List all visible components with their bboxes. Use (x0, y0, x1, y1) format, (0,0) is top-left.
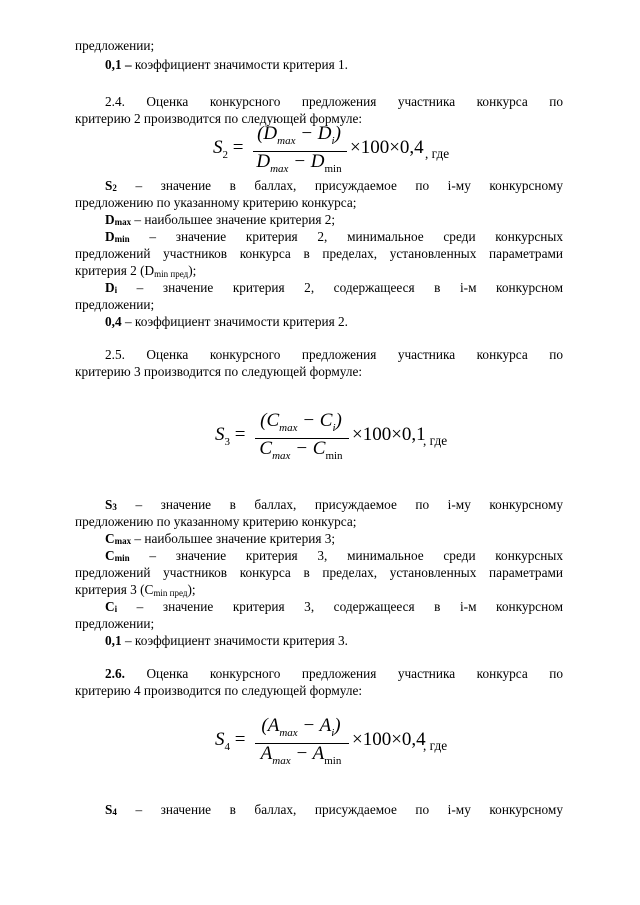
definition-ci: Ci – значение критерия 3, содержащееся в i-м конкурсном (105, 599, 563, 614)
text-line: критерия 2 (Dmin пред); (75, 263, 197, 279)
definition-cmin: Cmin – значение критерия 3, минимальное среди конкурсных (105, 548, 563, 563)
text-line: критерию 2 производится по следующей формуле: (75, 111, 363, 126)
definition-di: Di – значение критерия 2, содержащееся в i-м конкурсном (105, 280, 563, 295)
definition-dmin: Dmin – значение критерия 2, минимальное среди конкурсных (105, 229, 563, 244)
text-line: критерию 3 производится по следующей формуле: (75, 364, 363, 379)
formula-s2: $S_2$ = $(D_{max} - D_i)$ $D_{max} - D_{min}$ ×100×0,4 , где (213, 123, 450, 175)
definition-s2: S2 – значение в баллах, присуждаемое по i-му конкурсному (105, 178, 563, 193)
text-line: критерию 4 производится по следующей формуле: (75, 683, 363, 698)
text-line: предложении; (75, 616, 155, 631)
coefficient-line: 0,4 – коэффициент значимости критерия 2. (105, 314, 349, 329)
definition-dmax: Dmax – наибольшее значение критерия 2; (105, 212, 336, 227)
text-line: предложению по указанному критерию конкурса; (75, 514, 357, 529)
text-line: предложений участников конкурса в пределах, установленных параметрами (75, 246, 563, 261)
coefficient-line: 0,1 – коэффициент значимости критерия 3. (105, 633, 349, 648)
text-line: предложению по указанному критерию конкурса; (75, 195, 357, 210)
text-line: критерия 3 (Cmin пред); (75, 582, 196, 598)
coefficient-line: 0,1 – коэффициент значимости критерия 1. (105, 57, 348, 72)
definition-cmax: Cmax – наибольшее значение критерия 3; (105, 531, 336, 546)
section-2-5-heading: 2.5. Оценка конкурсного предложения участника конкурса по (105, 347, 563, 362)
text-line: предложений участников конкурса в пределах, установленных параметрами (75, 565, 563, 580)
section-2-4-heading: 2.4. Оценка конкурсного предложения участника конкурса по (105, 94, 563, 109)
definition-s3: S3 – значение в баллах, присуждаемое по i-му конкурсному (105, 497, 563, 512)
definition-s4: S4 – значение в баллах, присуждаемое по i-му конкурсному (105, 802, 563, 817)
formula-s3: $S_3$ = $(C_{max} - C_i)$ $C_{max} - C_{min}$ ×100×0,1 , где (215, 410, 448, 462)
formula-s4: $S_4$ = $(A_{max} - A_i)$ $A_{max} - A_{min}$ ×100×0,4 , где (215, 715, 448, 767)
text-line: предложении; (75, 297, 155, 312)
text-line: предложении; (75, 38, 155, 53)
section-2-6-heading: 2.6. Оценка конкурсного предложения участника конкурса по (105, 666, 563, 681)
